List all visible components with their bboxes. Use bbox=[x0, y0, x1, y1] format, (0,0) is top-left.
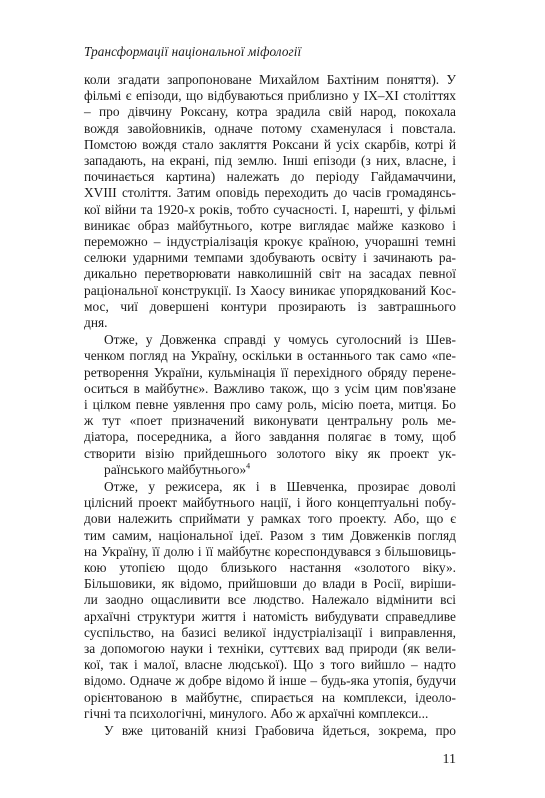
text-line: переможно – індустріалізація крокує країною, учорашні темні bbox=[84, 234, 456, 249]
text-line: ченком погляд на Україну, оскільки в останнього так само «пе- bbox=[84, 348, 456, 364]
text-line: Більшовики, як відомо, прийшовши до влади в Росії, виріши- bbox=[84, 576, 456, 592]
running-head: Трансформації національної міфології bbox=[84, 44, 302, 59]
text-line: кою утопією щодо близького настання «золотого віку». bbox=[84, 560, 456, 575]
text-line: орієнтованою в майбутнє, спирається на комплекси, ідеоло- bbox=[84, 689, 456, 705]
text-line: цілісний проект майбутнього нації, і його концептуальні побу- bbox=[84, 495, 456, 511]
text-line: коли згадати запропоноване Михайлом Бахтіним поняття). У bbox=[84, 72, 456, 87]
text-line: виникає образ майбутнього, котре виглядає майже казково і bbox=[84, 217, 456, 233]
text-line: кої, так і малої, власне людської). Що з того вийшло – надто bbox=[84, 657, 456, 673]
paragraph-start-line: У вже цитованій книзі Грабовича йдеться, зокрема, про bbox=[104, 723, 456, 738]
text-line: дови належить сприймати у рамках того проекту. Або, що є bbox=[84, 511, 456, 527]
text-line: ли заодно ощасливити все людство. Належало відмінити всі bbox=[84, 592, 456, 608]
text-line: ретворення України, кульмінація її перехідного обряду перене- bbox=[84, 364, 456, 380]
quote-end: раїнського майбутнього» bbox=[104, 461, 247, 477]
text-line: селюки ударними темпами здобувають освіту і зачинають ра- bbox=[84, 250, 456, 266]
text-line: відомо. Одначе ж добре відомо й інше – будь-яка утопія, будучи bbox=[84, 673, 456, 689]
paragraph-start-line: Отже, у режисера, як і в Шевченка, прозирає доволі bbox=[104, 479, 456, 494]
text-line: раціональної конструкції. Із Хаосу виникає упорядкований Кос- bbox=[84, 282, 456, 298]
text-line: тим самим, національної ідеї. Разом з тим Довженків погляд bbox=[84, 527, 456, 543]
text-line: створити візію прийдешнього золотого віку як проект ук- bbox=[84, 445, 456, 461]
text-line: XVIII століття. Затим оповідь переходить до часів громадянсь- bbox=[84, 185, 456, 201]
text-line: вождя завойовників, одначе потому схаменулася і повстала. bbox=[84, 120, 456, 136]
text-line: – про дівчину Роксану, котра зрадила свій народ, покохала bbox=[84, 104, 456, 120]
text-line: фільмі є епізоди, що відбуваються приблизно у IX–XI століттях bbox=[84, 88, 456, 104]
text-line: дня. bbox=[84, 315, 108, 330]
text-line: кої війни та 1920-х років, тобто сучасності. І, нарешті, у фільмі bbox=[84, 201, 456, 217]
text-line: і цілком певне уявлення про саму роль, місію поета, митця. Бо bbox=[84, 397, 456, 412]
text-line: за допомогою науки і техніки, суттєвих вад природи (як вели- bbox=[84, 641, 456, 656]
text-line: на Україну, її долю і її майбутнє кореспондувався з більшовиць- bbox=[84, 543, 456, 559]
page-number: 11 bbox=[442, 752, 456, 767]
text-line: діатора, посередника, а його завдання полягає в тому, щоб bbox=[84, 429, 456, 445]
text-line bbox=[84, 462, 456, 478]
text-line: суспільство, на базисі великої індустріалізації і виправлення, bbox=[84, 624, 456, 640]
text-line: оситься в майбутнє». Важливо також, що з усім цим пов'язане bbox=[84, 380, 456, 396]
paragraph-start-line: Отже, у Довженка справді у чомусь суголосний із Шев- bbox=[104, 332, 456, 348]
text-line: мос, чиї довершені контури прозирають із завтрашнього bbox=[84, 298, 456, 314]
text-line: гічні та психологічні, минулого. Або ж архаїчні комплекси... bbox=[84, 705, 429, 721]
text-line: дикально перетворювати навколишній світ на засадах певної bbox=[84, 266, 456, 282]
text-line: починається картина) належать до періоду Гайдамаччини, bbox=[84, 169, 456, 185]
text-line: западають, на екрані, під землю. Інші епізоди (з них, власне, і bbox=[84, 153, 456, 168]
footnote-marker: 4 bbox=[246, 461, 251, 471]
text-line: архаїчні структури життя і натомість вибудувати справедливе bbox=[84, 608, 456, 624]
text-line: Помстою вождя стало закляття Роксани й усіх скарбів, котрі й bbox=[84, 136, 456, 152]
text-line: ж тут «поет призначений виконувати центральну роль ме- bbox=[84, 413, 456, 429]
